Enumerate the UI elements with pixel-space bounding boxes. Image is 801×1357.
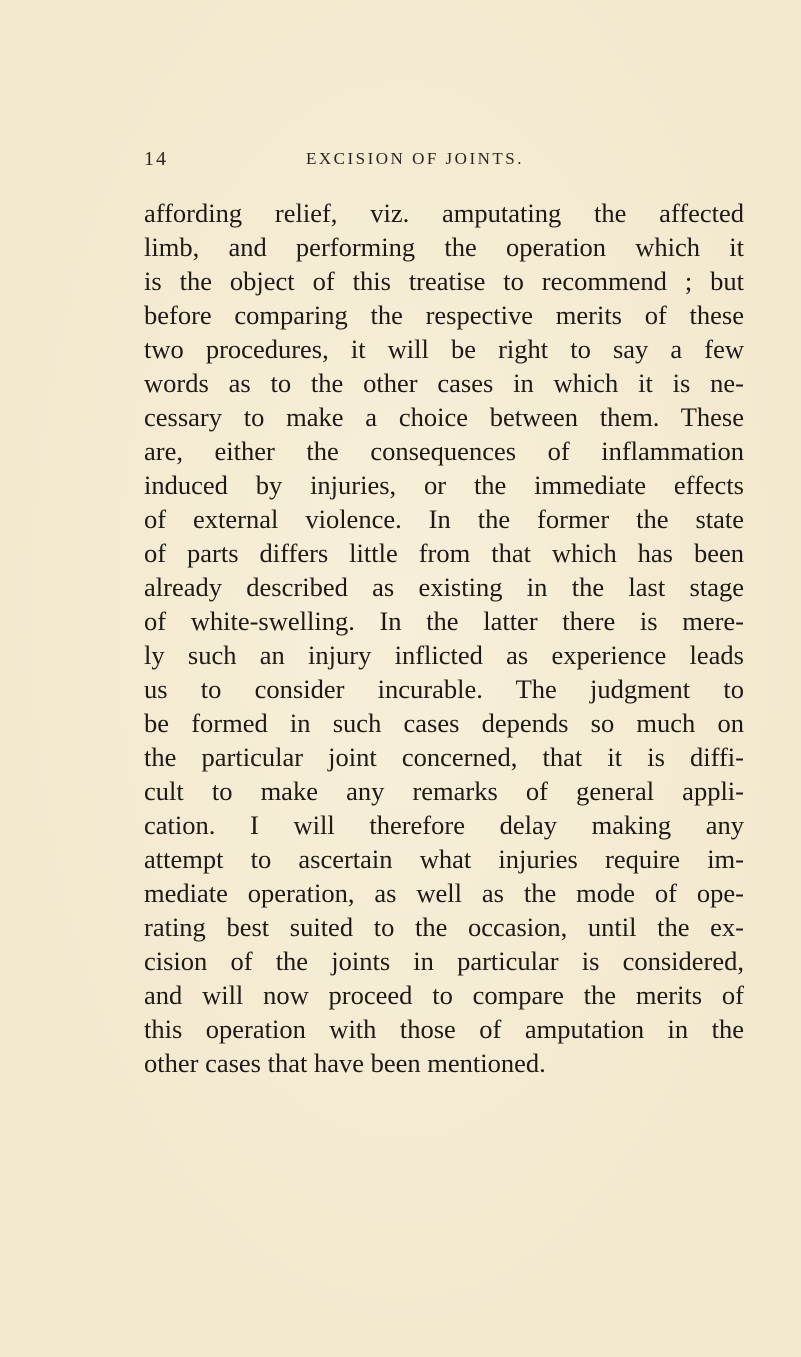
text-line: induced by injuries, or the immediate effects [144, 470, 744, 500]
text-line: of parts differs little from that which has been [144, 538, 744, 568]
text-line: of white-swelling. In the latter there is mere- [144, 606, 744, 636]
text-line: limb, and performing the operation which it [144, 232, 744, 262]
text-line: cult to make any remarks of general appli- [144, 776, 744, 806]
text-line: the particular joint concerned, that it is diffi- [144, 742, 744, 772]
text-line: before comparing the respective merits of these [144, 300, 744, 330]
text-line: attempt to ascertain what injuries require im- [144, 844, 744, 874]
text-line: cation. I will therefore delay making any [144, 810, 744, 840]
text-line: already described as existing in the last stage [144, 572, 744, 602]
text-line: and will now proceed to compare the merits of [144, 980, 744, 1010]
text-line: be formed in such cases depends so much on [144, 708, 744, 738]
text-line: are, either the consequences of inflammation [144, 436, 744, 466]
page-number: 14 [144, 148, 168, 170]
body-text [144, 196, 744, 1080]
running-head [144, 144, 738, 174]
text-line: of external violence. In the former the state [144, 504, 744, 534]
text-line: two procedures, it will be right to say a few [144, 334, 744, 364]
text-line: cessary to make a choice between them. These [144, 402, 744, 432]
text-line: mediate operation, as well as the mode of ope- [144, 878, 744, 908]
text-line: this operation with those of amputation in the [144, 1014, 744, 1044]
text-line: us to consider incurable. The judgment to [144, 674, 744, 704]
text-line: cision of the joints in particular is considered, [144, 946, 744, 976]
running-title: EXCISION OF JOINTS. [306, 149, 524, 168]
text-line: affording relief, viz. amputating the affected [144, 198, 744, 228]
text-line: rating best suited to the occasion, until the ex- [144, 912, 744, 942]
text-line: is the object of this treatise to recommend ; but [144, 266, 744, 296]
text-line: words as to the other cases in which it is ne- [144, 368, 744, 398]
text-line: ly such an injury inflicted as experience leads [144, 640, 744, 670]
text-line: other cases that have been mentioned. [144, 1048, 546, 1078]
